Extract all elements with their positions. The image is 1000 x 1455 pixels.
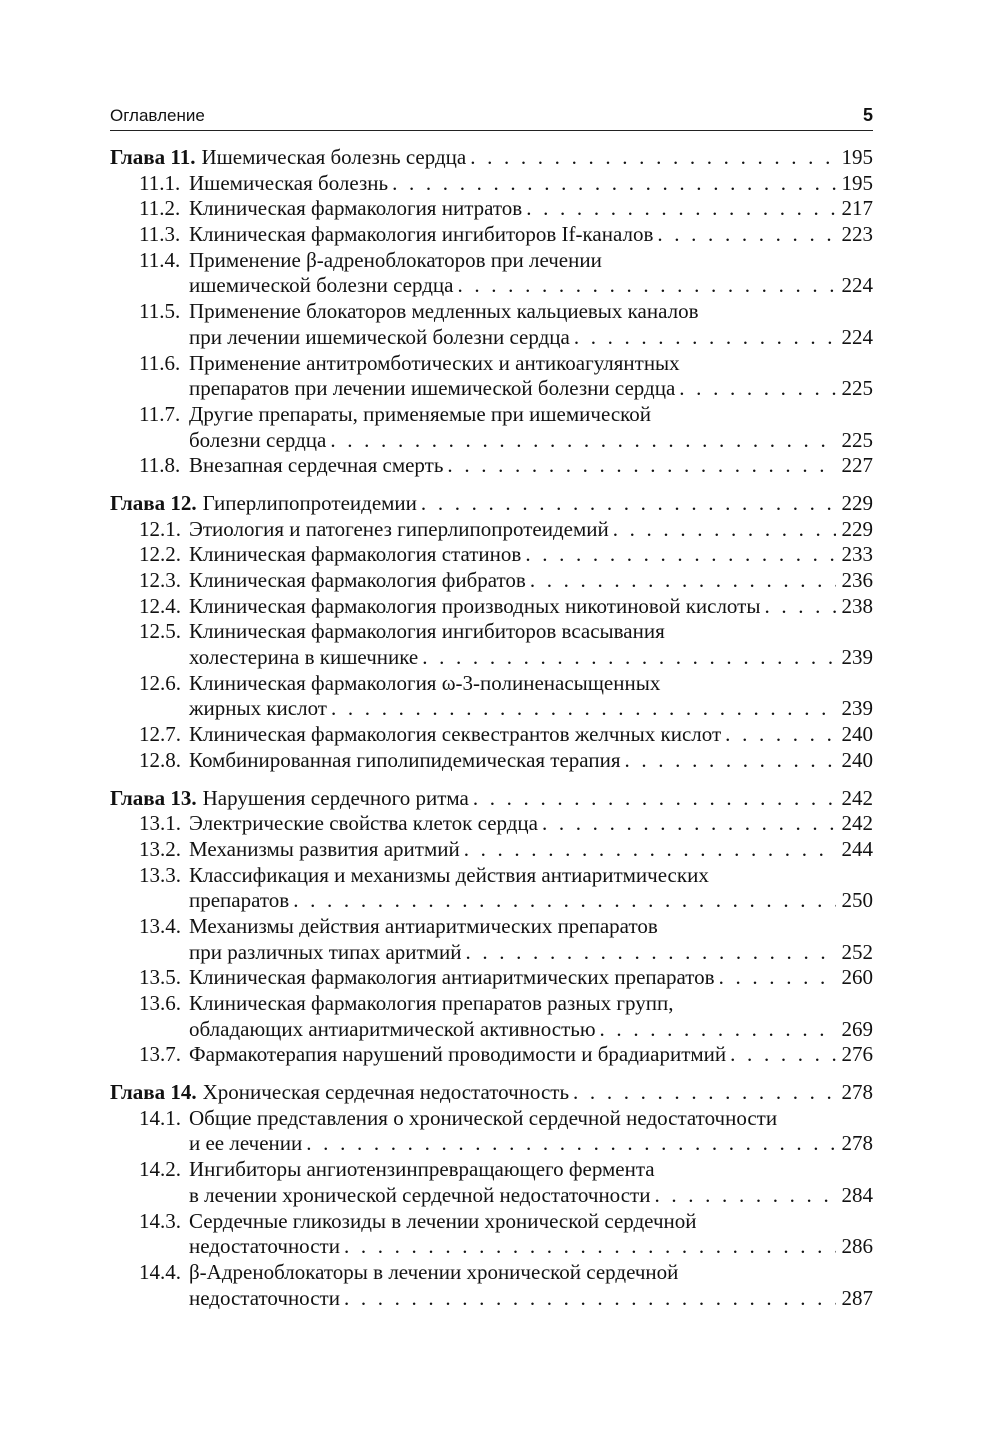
section-title: Клиническая фармакология производных никотиновой кислоты (189, 593, 761, 618)
section-title: Ингибиторы ангиотензинпревращающего фермента (189, 1157, 655, 1182)
table-of-contents (110, 145, 873, 1311)
section-title: ишемической болезни сердца (189, 273, 454, 298)
section-page: 287 (841, 1285, 873, 1310)
section-entry (110, 1017, 873, 1043)
section-entry (110, 196, 873, 222)
section-title: Клиническая фармакология препаратов разных групп, (189, 991, 674, 1015)
section-number: 11.1. (139, 170, 181, 195)
section-entry (110, 351, 873, 377)
section-title: Клиническая фармакология ингибиторов If-каналов (189, 222, 654, 247)
section-number: 12.3. (139, 568, 181, 592)
section-entry (110, 517, 873, 543)
section-number: 11.7. (139, 401, 181, 426)
dot-leader (679, 376, 835, 402)
section-entry (110, 863, 873, 889)
section-page: 240 (841, 722, 873, 747)
section-title: препаратов при лечении ишемической болезни сердца (189, 376, 676, 401)
header-page-number: 5 (862, 105, 873, 125)
section-title: обладающих антиаритмической активностью (189, 1016, 596, 1041)
section-page: 236 (841, 568, 873, 592)
section-title: Ишемическая болезнь (189, 170, 389, 195)
chapter-title: Нарушения сердечного ритма (202, 785, 469, 810)
section-title: Другие препараты, применяемые при ишемической (189, 401, 652, 426)
section-entry (110, 542, 873, 568)
chapter-block (110, 491, 873, 774)
dot-leader (573, 1080, 835, 1106)
section-page: 240 (841, 747, 873, 772)
section-entry (110, 1106, 873, 1132)
section-title: Сердечные гликозиды в лечении хронической сердечной (189, 1208, 697, 1233)
chapter-label: Глава 12. (110, 490, 197, 515)
section-number: 11.3. (139, 222, 181, 247)
dot-leader (525, 542, 835, 568)
section-number: 13.6. (139, 991, 181, 1015)
section-page: 223 (841, 222, 873, 247)
section-entry (110, 722, 873, 748)
section-number: 14.1. (139, 1105, 181, 1130)
running-header (110, 105, 873, 131)
section-title: при различных типах аритмий (189, 939, 462, 964)
section-title: жирных кислот (189, 696, 327, 721)
dot-leader (730, 1042, 835, 1068)
section-entry (110, 1209, 873, 1235)
chapter-label: Глава 11. (110, 145, 196, 169)
chapter-title: Хроническая сердечная недостаточность (202, 1080, 570, 1105)
section-number: 13.7. (139, 1042, 181, 1067)
dot-leader (654, 1183, 835, 1209)
section-entry (110, 1042, 873, 1068)
dot-leader (613, 517, 836, 543)
section-number: 14.4. (139, 1259, 181, 1284)
section-page: 225 (841, 376, 873, 401)
section-entry (110, 619, 873, 645)
dot-leader (719, 965, 836, 991)
chapter-label: Глава 14. (110, 1080, 197, 1105)
section-page: 217 (841, 196, 873, 221)
chapter-title: Ишемическая болезнь сердца (201, 145, 467, 169)
section-title: недостаточности (189, 1285, 340, 1310)
section-number: 12.4. (139, 593, 181, 618)
section-entry (110, 273, 873, 299)
dot-leader (344, 1286, 836, 1312)
dot-leader (600, 1017, 836, 1043)
chapter-entry (110, 491, 873, 517)
section-number: 14.2. (139, 1157, 181, 1182)
section-entry (110, 1157, 873, 1183)
section-title: Клиническая фармакология статинов (189, 542, 522, 567)
section-page: 284 (841, 1182, 873, 1207)
section-title: Классификация и механизмы действия антиаритмических (189, 862, 709, 887)
dot-leader (422, 645, 835, 671)
section-entry (110, 811, 873, 837)
section-entry (110, 696, 873, 722)
dot-leader (421, 491, 836, 517)
section-title: Комбинированная гиполипидемическая терапия (189, 747, 621, 772)
dot-leader (542, 811, 836, 837)
section-entry (110, 1260, 873, 1286)
section-title: Клиническая фармакология фибратов (189, 568, 526, 592)
section-title: Электрические свойства клеток сердца (189, 811, 538, 836)
dot-leader (392, 171, 835, 197)
dot-leader (526, 196, 835, 222)
dot-leader (657, 222, 835, 248)
dot-leader (464, 837, 836, 863)
section-title: препаратов (189, 888, 290, 913)
section-entry (110, 568, 873, 594)
section-entry (110, 248, 873, 274)
section-entry (110, 428, 873, 454)
section-page: 238 (841, 593, 873, 618)
section-entry (110, 453, 873, 479)
section-page: 225 (841, 427, 873, 452)
dot-leader (344, 1234, 836, 1260)
section-title: Применение блокаторов медленных кальциевых каналов (189, 299, 699, 324)
section-title: Клиническая фармакология нитратов (189, 196, 523, 221)
dot-leader (330, 428, 835, 454)
section-title: и ее лечении (189, 1131, 303, 1156)
chapter-page: 278 (841, 1080, 873, 1105)
section-page: 276 (841, 1042, 873, 1067)
section-title: Клиническая фармакология антиаритмических препаратов (189, 965, 715, 990)
section-entry (110, 1183, 873, 1209)
section-title: Этиология и патогенез гиперлипопротеидемий (189, 516, 609, 541)
section-number: 12.2. (139, 542, 181, 567)
section-entry (110, 914, 873, 940)
section-number: 13.1. (139, 811, 181, 836)
section-title: Применение β-адреноблокаторов при лечении (189, 247, 602, 272)
dot-leader (530, 568, 836, 594)
section-entry (110, 645, 873, 671)
section-entry (110, 1131, 873, 1157)
section-entry (110, 1286, 873, 1312)
section-page: 233 (841, 542, 873, 567)
section-page: 250 (841, 888, 873, 913)
section-title: Внезапная сердечная смерть (189, 453, 444, 478)
section-entry (110, 299, 873, 325)
section-page: 224 (841, 324, 873, 349)
dot-leader (725, 722, 835, 748)
section-entry (110, 671, 873, 697)
section-title: β-Адреноблокаторы в лечении хронической сердечной (189, 1259, 679, 1284)
section-title: Общие представления о хронической сердечной недостаточности (189, 1105, 778, 1130)
section-entry (110, 1234, 873, 1260)
section-entry (110, 594, 873, 620)
header-title: Оглавление (110, 106, 205, 125)
section-number: 13.2. (139, 836, 181, 861)
chapter-title: Гиперлипопротеидемии (202, 490, 417, 515)
section-title: Применение антитромботических и антикоагулянтных (189, 350, 680, 375)
section-page: 260 (841, 965, 873, 990)
page (110, 105, 873, 1323)
section-title: в лечении хронической сердечной недостаточности (189, 1182, 651, 1207)
section-page: 227 (841, 453, 873, 478)
section-number: 11.6. (139, 350, 181, 375)
section-page: 229 (841, 516, 873, 541)
chapter-page: 242 (841, 785, 873, 810)
section-number: 14.3. (139, 1208, 181, 1233)
section-page: 224 (841, 273, 873, 298)
section-title: при лечении ишемической болезни сердца (189, 324, 570, 349)
section-title: Фармакотерапия нарушений проводимости и брадиаритмий (189, 1042, 727, 1067)
section-title: Клиническая фармакология секвестрантов желчных кислот (189, 722, 722, 747)
section-entry (110, 837, 873, 863)
section-number: 13.5. (139, 965, 181, 990)
section-title: Клиническая фармакология ω-3-полиненасыщенных (189, 670, 661, 695)
section-number: 12.5. (139, 619, 181, 644)
chapter-page: 195 (841, 145, 873, 169)
section-number: 12.8. (139, 747, 181, 772)
section-title: недостаточности (189, 1234, 340, 1259)
section-number: 12.6. (139, 670, 181, 695)
section-entry (110, 171, 873, 197)
chapter-entry (110, 145, 873, 171)
section-entry (110, 965, 873, 991)
section-entry (110, 991, 873, 1017)
section-number: 13.3. (139, 862, 181, 887)
dot-leader (574, 325, 836, 351)
chapter-block (110, 145, 873, 479)
section-title: болезни сердца (189, 427, 327, 452)
section-entry (110, 402, 873, 428)
dot-leader (764, 594, 835, 620)
dot-leader (473, 786, 836, 812)
section-title: холестерина в кишечнике (189, 645, 419, 670)
dot-leader (465, 940, 835, 966)
section-entry (110, 748, 873, 774)
chapter-entry (110, 786, 873, 812)
section-number: 11.8. (139, 453, 181, 478)
section-page: 269 (841, 1016, 873, 1041)
section-title: Механизмы развития аритмий (189, 836, 460, 861)
section-page: 242 (841, 811, 873, 836)
section-page: 195 (841, 170, 873, 195)
dot-leader (624, 748, 835, 774)
chapter-page: 229 (841, 490, 873, 515)
section-entry (110, 222, 873, 248)
section-entry (110, 888, 873, 914)
section-number: 11.4. (139, 247, 181, 272)
section-page: 278 (841, 1131, 873, 1156)
dot-leader (331, 696, 836, 722)
section-number: 12.1. (139, 516, 181, 541)
section-page: 252 (841, 939, 873, 964)
section-title: Механизмы действия антиаритмических препаратов (189, 913, 658, 938)
dot-leader (457, 273, 835, 299)
chapter-block (110, 1080, 873, 1311)
section-page: 286 (841, 1234, 873, 1259)
section-number: 13.4. (139, 913, 181, 938)
section-entry (110, 325, 873, 351)
section-page: 244 (841, 836, 873, 861)
section-number: 12.7. (139, 722, 181, 747)
chapter-label: Глава 13. (110, 785, 197, 810)
section-number: 11.5. (139, 299, 181, 324)
chapter-entry (110, 1080, 873, 1106)
dot-leader (293, 888, 835, 914)
section-title: Клиническая фармакология ингибиторов всасывания (189, 619, 665, 644)
section-page: 239 (841, 696, 873, 721)
dot-leader (470, 145, 835, 171)
chapter-block (110, 786, 873, 1069)
section-page: 239 (841, 645, 873, 670)
section-entry (110, 376, 873, 402)
dot-leader (447, 453, 835, 479)
dot-leader (306, 1131, 835, 1157)
section-entry (110, 940, 873, 966)
section-number: 11.2. (139, 196, 181, 221)
